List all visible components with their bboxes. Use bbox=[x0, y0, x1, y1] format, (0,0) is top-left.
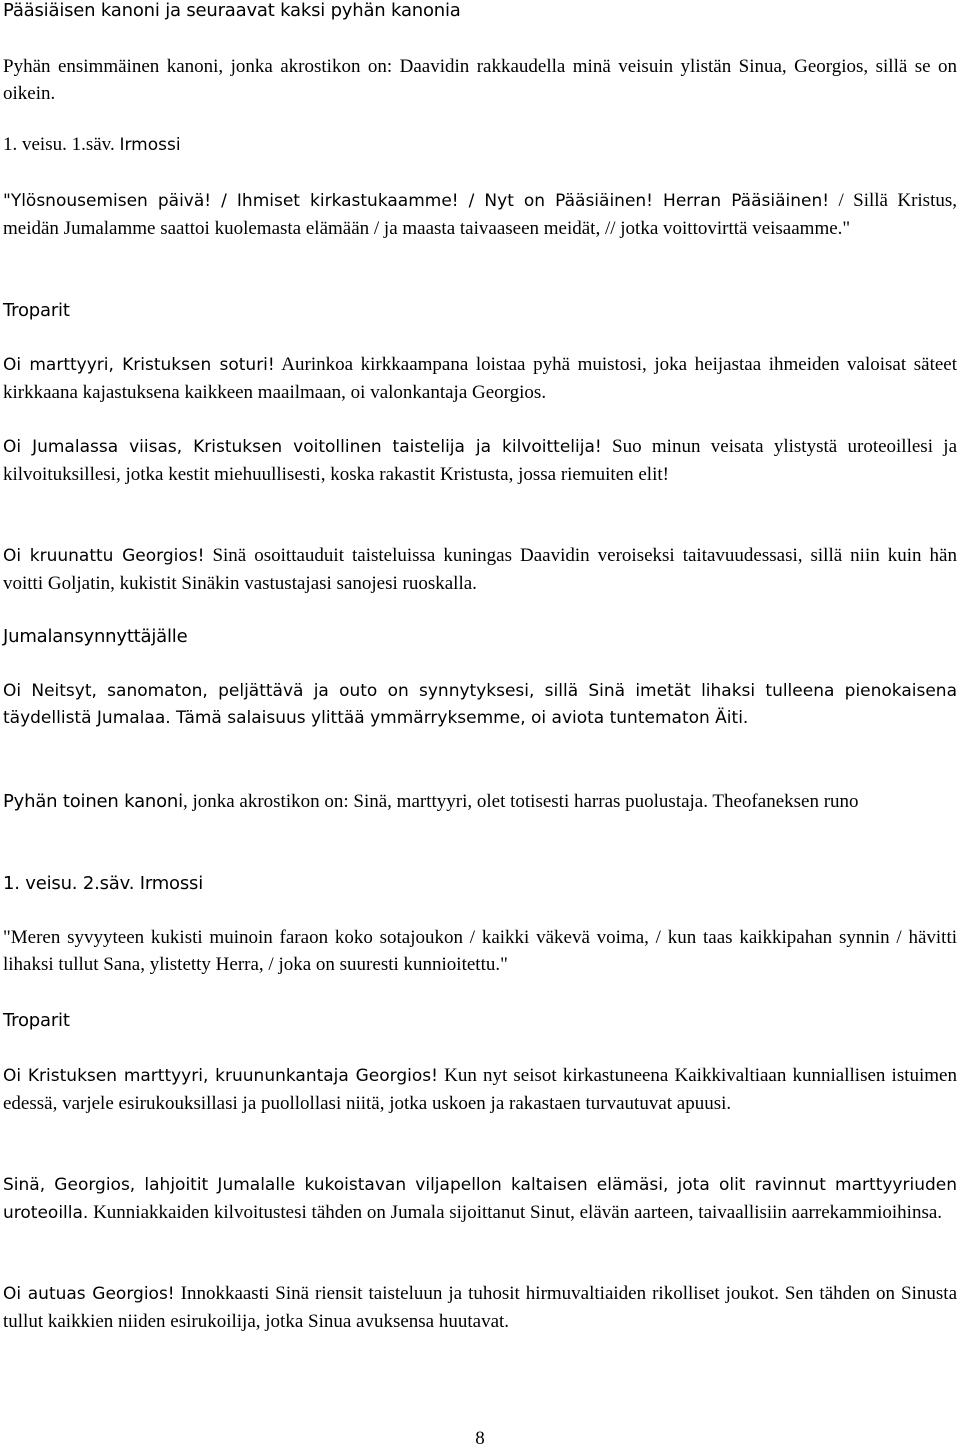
ode-1-label bbox=[3, 131, 957, 159]
troparion-4 bbox=[3, 1062, 957, 1117]
first-canon-intro: Pyhän ensimmäinen kanoni, jonka akrostikon on: Daavidin rakkaudella minä veisuin ylistän Sinua, Georgios, sillä se on oikein. bbox=[3, 56, 957, 105]
troparion-5 bbox=[3, 1171, 957, 1227]
troparion-3-lead: Oi kruunattu Georgios! bbox=[3, 546, 205, 566]
troparion-6 bbox=[3, 1280, 957, 1335]
troparia-heading-1: Troparit bbox=[3, 300, 70, 321]
troparion-5-lead: Sinä, Georgios, lahjoitit Jumalalle kukoistavan viljapellon kaltaisen elämäsi, jota olit ravinnut marttyyriuden uroteoilla. bbox=[3, 1175, 957, 1224]
troparion-2-lead: Oi Jumalassa viisas, Kristuksen voitollinen taistelija ja kilvoittelija! bbox=[3, 437, 602, 457]
page-number: 8 bbox=[475, 1428, 485, 1449]
second-canon-heading: Pyhän toinen kanoni bbox=[3, 791, 183, 812]
irmos-1-text bbox=[3, 187, 957, 242]
second-canon-intro bbox=[3, 788, 957, 815]
ode-1-irmos-label: Irmossi bbox=[119, 135, 181, 155]
irmos-1-part1: "Ylösnousemisen päivä! / Ihmiset kirkastukaamme! / Nyt on Pääsiäinen! Herran Pääsiäinen! bbox=[3, 191, 830, 211]
troparion-2 bbox=[3, 433, 957, 488]
troparion-4-lead: Oi Kristuksen marttyyri, kruununkantaja Georgios! bbox=[3, 1066, 438, 1086]
troparion-2-rest: Suo minun veisata ylistystä uroteoillesi ja kilvoituksillesi, jotka kestit miehuullisesti, koska rakastit Kristusta, jossa riemuiten elit! bbox=[3, 436, 957, 486]
troparion-5-rest: Kunniakkaiden kilvoitustesi tähden on Jumala sijoittanut Sinut, elävän aarteen, taivaallisiin aarrekammioihinsa. bbox=[88, 1202, 943, 1224]
troparion-3-rest: Sinä osoittauduit taisteluissa kuningas Daavidin veroiseksi taitavuudessasi, sillä niin kuin hän voitti Goljatin, kukistit Sinäkin vastustajasi sanojesi ruoskalla. bbox=[3, 545, 957, 595]
troparion-6-lead: Oi autuas Georgios! bbox=[3, 1284, 175, 1304]
theotokion-heading: Jumalansynnyttäjälle bbox=[3, 626, 188, 647]
document-title: Pääsiäisen kanoni ja seuraavat kaksi pyhän kanonia bbox=[3, 0, 461, 21]
theotokion-text: Oi Neitsyt, sanomaton, peljättävä ja outo on synnytyksesi, sillä Sinä imetät lihaksi tulleena pienokaisena täydellistä Jumalaa. Tämä salaisuus ylittää ymmärryksemme, oi aviota tuntematon Äiti. bbox=[3, 681, 957, 729]
troparion-6-rest: Innokkaasti Sinä riensit taisteluun ja tuhosit hirmuvaltiaiden rikolliset joukot. Sen tähden on Sinusta tullut kaikkien niiden esirukoilija, jotka Sinua avuksensa huutavat. bbox=[3, 1283, 958, 1333]
troparia-heading-2: Troparit bbox=[3, 1010, 70, 1031]
troparion-4-rest: Kun nyt seisot kirkastuneena Kaikkivaltiaan kunniallisen istuimen edessä, varjele esirukouksillasi ja puollollasi niitä, jotka uskoen ja rakastaen turvautuvat apuusi. bbox=[3, 1065, 957, 1115]
troparion-1-lead: Oi marttyyri, Kristuksen soturi! bbox=[3, 355, 275, 375]
irmos-2-text: "Meren syvyyteen kukisti muinoin faraon koko sotajoukon / kaikki väkevä voima, / kun taas kaikkipahan synnin / hävitti lihaksi tullut Sana, ylistetty Herra, / joka on suuresti kunnioitettu." bbox=[3, 927, 957, 976]
troparion-1 bbox=[3, 351, 957, 406]
irmos-1-part2: / Sillä Kristus, meidän Jumalamme saattoi kuolemasta elämään / ja maasta taivaaseen meidät, // jotka voittovirttä veisaamme." bbox=[3, 190, 957, 240]
troparion-3 bbox=[3, 542, 957, 597]
ode-1-prefix: 1. veisu. 1.säv. bbox=[3, 134, 120, 155]
troparion-1-rest: Aurinkoa kirkkaampana loistaa pyhä muistosi, joka heijastaa ihmeiden valoisat säteet kirkkaana kajastuksena kaikkeen maailmaan, oi valonkantaja Georgios. bbox=[3, 354, 957, 404]
ode-2-label: 1. veisu. 2.säv. Irmossi bbox=[3, 873, 204, 894]
second-canon-text: , jonka akrostikon on: Sinä, marttyyri, olet totisesti harras puolustaja. Theofaneksen runo bbox=[182, 791, 859, 812]
